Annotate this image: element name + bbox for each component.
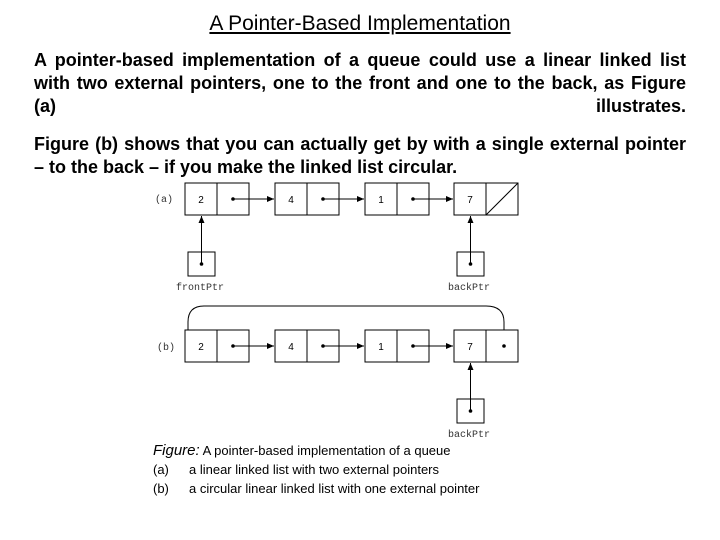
node-value: 7: [467, 342, 473, 353]
list-node-tail: [454, 330, 518, 362]
caption-text: A pointer-based implementation of a queue: [202, 443, 451, 458]
back-pointer-label: backPtr: [448, 283, 491, 294]
caption-item-text: a circular linear linked list with one external pointer: [189, 481, 480, 496]
list-node-tail: [454, 183, 518, 215]
node-value: 1: [378, 195, 384, 206]
node-value: 2: [198, 342, 204, 353]
slide-title: A Pointer-Based Implementation: [209, 12, 511, 35]
front-pointer-label: frontPtr: [176, 283, 225, 294]
intro-paragraph: A pointer-based implementation of a queue could use a linear linked list with two external pointers, one to the front and one to the back, as Figure (a) illustrates.: [34, 50, 686, 116]
caption-item-text: a linear linked list with two external pointers: [189, 462, 440, 477]
node-value: 4: [288, 195, 294, 206]
part-a-label: (a): [155, 195, 174, 206]
caption-item-key: (b): [153, 481, 169, 496]
figure-caption: [153, 442, 450, 459]
part-b-label: (b): [157, 343, 176, 354]
back-pointer-label: backPtr: [448, 430, 491, 441]
node-value: 4: [288, 342, 294, 353]
node-value: 2: [198, 195, 204, 206]
node-value: 7: [467, 195, 473, 206]
caption-item-key: (a): [153, 462, 169, 477]
node-value: 1: [378, 342, 384, 353]
circular-paragraph: Figure (b) shows that you can actually get by with a single external pointer – to the back – if you make the linked list circular.: [34, 134, 686, 177]
figure-word: Figure:: [153, 442, 200, 459]
